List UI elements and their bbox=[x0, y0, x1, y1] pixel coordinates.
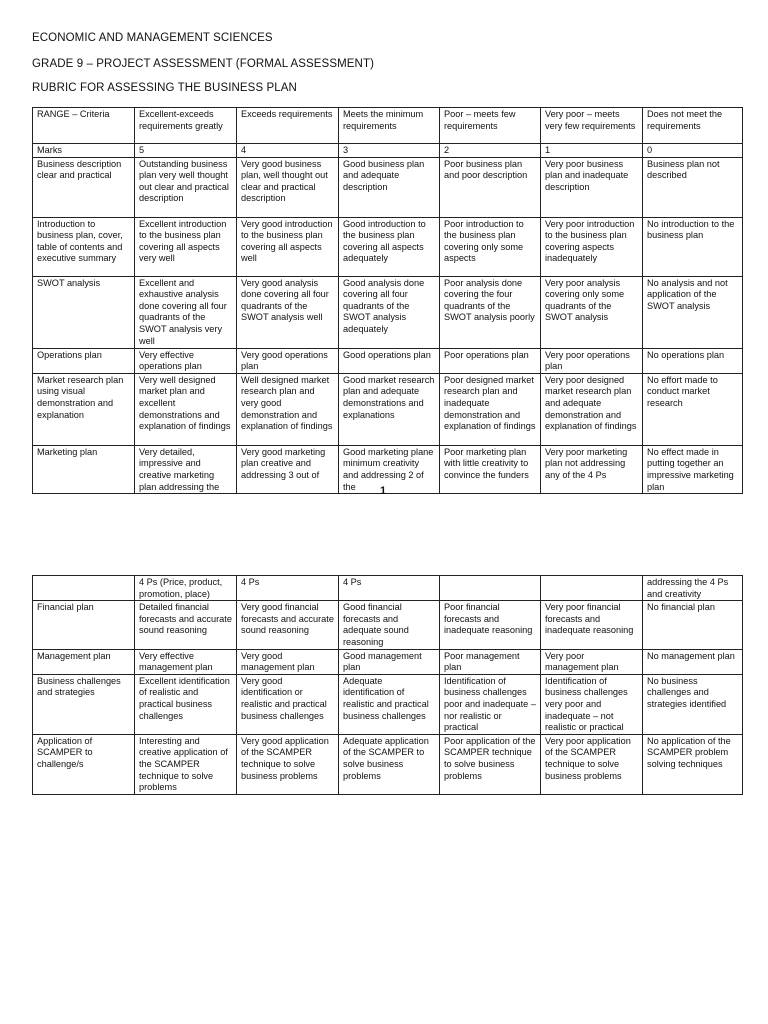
rubric-level-cell: Identification of business challenges very poor and inadequate – not realistic or practical bbox=[541, 674, 643, 734]
rubric-criterion-cell: Financial plan bbox=[33, 601, 135, 649]
rubric-criterion-cell: SWOT analysis bbox=[33, 276, 135, 348]
rubric-criterion-cell: Market research plan using visual demonstration and explanation bbox=[33, 373, 135, 445]
rubric-level-cell: Poor application of the SCAMPER technique to solve business problems bbox=[440, 734, 541, 794]
rubric-level-cell: Poor operations plan bbox=[440, 348, 541, 373]
rubric-level-cell bbox=[541, 576, 643, 601]
rubric-level-cell: No introduction to the business plan bbox=[643, 217, 743, 276]
rubric-row bbox=[33, 373, 743, 445]
rubric-level-cell: Good operations plan bbox=[339, 348, 440, 373]
rubric-level-cell: Identification of business challenges poor and inadequate – nor realistic or practical bbox=[440, 674, 541, 734]
rubric-criterion-cell: Application of SCAMPER to challenge/s bbox=[33, 734, 135, 794]
rubric-level-cell: Excellent identification of realistic and practical business challenges bbox=[135, 674, 237, 734]
rubric-row bbox=[33, 649, 743, 674]
rubric-level-cell: 4 Ps bbox=[237, 576, 339, 601]
rubric-level-cell: Business plan not described bbox=[643, 157, 743, 217]
rubric-level-cell: Good marketing plane minimum creativity and addressing 2 of the bbox=[339, 445, 440, 493]
rubric-table-body bbox=[33, 108, 743, 494]
rubric-level-cell: Adequate application of the SCAMPER to solve business problems bbox=[339, 734, 440, 794]
rubric-level-cell: No business challenges and strategies identified bbox=[643, 674, 743, 734]
rubric-level-cell: Very good management plan bbox=[237, 649, 339, 674]
rubric-level-cell: Good market research plan and adequate demonstrations and explanations bbox=[339, 373, 440, 445]
rubric-level-cell: Excellent introduction to the business plan covering all aspects very well bbox=[135, 217, 237, 276]
document-rubric-title: RUBRIC FOR ASSESSING THE BUSINESS PLAN bbox=[32, 82, 297, 94]
rubric-level-cell: Poor analysis done covering the four quadrants of the SWOT analysis poorly bbox=[440, 276, 541, 348]
rubric-level-cell: Very good introduction to the business plan covering all aspects well bbox=[237, 217, 339, 276]
rubric-level-cell: Very good marketing plan creative and addressing 3 out of bbox=[237, 445, 339, 493]
rubric-level-cell: Interesting and creative application of the SCAMPER technique to solve problems bbox=[135, 734, 237, 794]
rubric-row bbox=[33, 734, 743, 794]
rubric-level-cell: Very poor introduction to the business plan covering aspects inadequately bbox=[541, 217, 643, 276]
rubric-level-cell: Poor designed market research plan and inadequate demonstration and explanation of findings bbox=[440, 373, 541, 445]
page-number: 1 bbox=[380, 485, 387, 497]
rubric-criterion-cell bbox=[33, 576, 135, 601]
rubric-level-cell: Very poor management plan bbox=[541, 649, 643, 674]
rubric-criterion-cell: Operations plan bbox=[33, 348, 135, 373]
rubric-level-cell: No operations plan bbox=[643, 348, 743, 373]
rubric-level-cell: Very poor application of the SCAMPER technique to solve business problems bbox=[541, 734, 643, 794]
rubric-row bbox=[33, 276, 743, 348]
rubric-level-cell: No effect made in putting together an impressive marketing plan bbox=[643, 445, 743, 493]
rubric-level-cell bbox=[440, 576, 541, 601]
rubric-level-cell: Poor business plan and poor description bbox=[440, 157, 541, 217]
rubric-level-cell: Meets the minimum requirements bbox=[339, 108, 440, 144]
rubric-level-cell: Very good operations plan bbox=[237, 348, 339, 373]
rubric-level-cell: Very detailed, impressive and creative marketing plan addressing the bbox=[135, 445, 237, 493]
rubric-level-cell: Very poor marketing plan not addressing any of the 4 Ps bbox=[541, 445, 643, 493]
rubric-level-cell: No financial plan bbox=[643, 601, 743, 649]
rubric-level-cell: Poor financial forecasts and inadequate reasoning bbox=[440, 601, 541, 649]
rubric-level-cell: 0 bbox=[643, 144, 743, 158]
rubric-level-cell: Very effective management plan bbox=[135, 649, 237, 674]
rubric-level-cell: Outstanding business plan very well thought out clear and practical description bbox=[135, 157, 237, 217]
rubric-level-cell: Detailed financial forecasts and accurate sound reasoning bbox=[135, 601, 237, 649]
rubric-level-cell: Very effective operations plan bbox=[135, 348, 237, 373]
rubric-criterion-cell: Marketing plan bbox=[33, 445, 135, 493]
rubric-level-cell: Very poor financial forecasts and inadequate reasoning bbox=[541, 601, 643, 649]
rubric-level-cell: Very poor – meets very few requirements bbox=[541, 108, 643, 144]
rubric-level-cell: Very good application of the SCAMPER technique to solve business problems bbox=[237, 734, 339, 794]
rubric-level-cell: Good analysis done covering all four quadrants of the SWOT analysis adequately bbox=[339, 276, 440, 348]
rubric-criterion-cell: Marks bbox=[33, 144, 135, 158]
rubric-criterion-cell: RANGE – Criteria bbox=[33, 108, 135, 144]
rubric-row bbox=[33, 217, 743, 276]
rubric-row bbox=[33, 108, 743, 144]
rubric-level-cell: 5 bbox=[135, 144, 237, 158]
rubric-level-cell: Poor – meets few requirements bbox=[440, 108, 541, 144]
rubric-level-cell: 4 Ps bbox=[339, 576, 440, 601]
rubric-level-cell: No application of the SCAMPER problem solving techniques bbox=[643, 734, 743, 794]
rubric-level-cell: Poor management plan bbox=[440, 649, 541, 674]
rubric-level-cell: Good financial forecasts and adequate sound reasoning bbox=[339, 601, 440, 649]
rubric-criterion-cell: Business challenges and strategies bbox=[33, 674, 135, 734]
rubric-level-cell: Very good financial forecasts and accurate sound reasoning bbox=[237, 601, 339, 649]
rubric-level-cell: No effort made to conduct market research bbox=[643, 373, 743, 445]
rubric-table-body bbox=[33, 576, 743, 795]
rubric-level-cell: Very poor analysis covering only some quadrants of the SWOT analysis bbox=[541, 276, 643, 348]
rubric-level-cell: Poor marketing plan with little creativity to convince the funders bbox=[440, 445, 541, 493]
rubric-level-cell: Adequate identification of realistic and practical business challenges bbox=[339, 674, 440, 734]
rubric-level-cell: Very poor business plan and inadequate description bbox=[541, 157, 643, 217]
rubric-level-cell: Good business plan and adequate description bbox=[339, 157, 440, 217]
rubric-criterion-cell: Management plan bbox=[33, 649, 135, 674]
rubric-row bbox=[33, 576, 743, 601]
rubric-row bbox=[33, 157, 743, 217]
rubric-level-cell: Good management plan bbox=[339, 649, 440, 674]
rubric-level-cell: addressing the 4 Ps and creativity bbox=[643, 576, 743, 601]
rubric-table-page-2 bbox=[32, 575, 743, 795]
rubric-level-cell: Very good analysis done covering all four quadrants of the SWOT analysis well bbox=[237, 276, 339, 348]
rubric-level-cell: Excellent and exhaustive analysis done covering all four quadrants of the SWOT analysis very well bbox=[135, 276, 237, 348]
rubric-row bbox=[33, 144, 743, 158]
rubric-level-cell: No analysis and not application of the SWOT analysis bbox=[643, 276, 743, 348]
rubric-table-page-1 bbox=[32, 107, 743, 494]
rubric-row bbox=[33, 674, 743, 734]
rubric-level-cell: 3 bbox=[339, 144, 440, 158]
rubric-level-cell: 4 bbox=[237, 144, 339, 158]
rubric-level-cell: 1 bbox=[541, 144, 643, 158]
rubric-level-cell: Very good identification or realistic and practical business challenges bbox=[237, 674, 339, 734]
rubric-level-cell: Poor introduction to the business plan covering only some aspects bbox=[440, 217, 541, 276]
rubric-level-cell: Very good business plan, well thought out clear and practical description bbox=[237, 157, 339, 217]
rubric-level-cell: No management plan bbox=[643, 649, 743, 674]
rubric-level-cell: Very poor designed market research plan and adequate demonstration and explanation of findings bbox=[541, 373, 643, 445]
rubric-level-cell: Exceeds requirements bbox=[237, 108, 339, 144]
rubric-row bbox=[33, 601, 743, 649]
rubric-level-cell: 2 bbox=[440, 144, 541, 158]
rubric-criterion-cell: Business description clear and practical bbox=[33, 157, 135, 217]
rubric-level-cell: Good introduction to the business plan covering all aspects adequately bbox=[339, 217, 440, 276]
rubric-level-cell: 4 Ps (Price, product, promotion, place) bbox=[135, 576, 237, 601]
rubric-level-cell: Very well designed market plan and excellent demonstrations and explanation of findings bbox=[135, 373, 237, 445]
rubric-level-cell: Very poor operations plan bbox=[541, 348, 643, 373]
rubric-level-cell: Well designed market research plan and very good demonstration and explanation of findings bbox=[237, 373, 339, 445]
rubric-row bbox=[33, 348, 743, 373]
rubric-level-cell: Does not meet the requirements bbox=[643, 108, 743, 144]
rubric-criterion-cell: Introduction to business plan, cover, table of contents and executive summary bbox=[33, 217, 135, 276]
document-grade-heading: GRADE 9 – PROJECT ASSESSMENT (FORMAL ASSESSMENT) bbox=[32, 58, 374, 70]
rubric-level-cell: Excellent-exceeds requirements greatly bbox=[135, 108, 237, 144]
rubric-row bbox=[33, 445, 743, 493]
document-subject-heading: ECONOMIC AND MANAGEMENT SCIENCES bbox=[32, 32, 273, 44]
